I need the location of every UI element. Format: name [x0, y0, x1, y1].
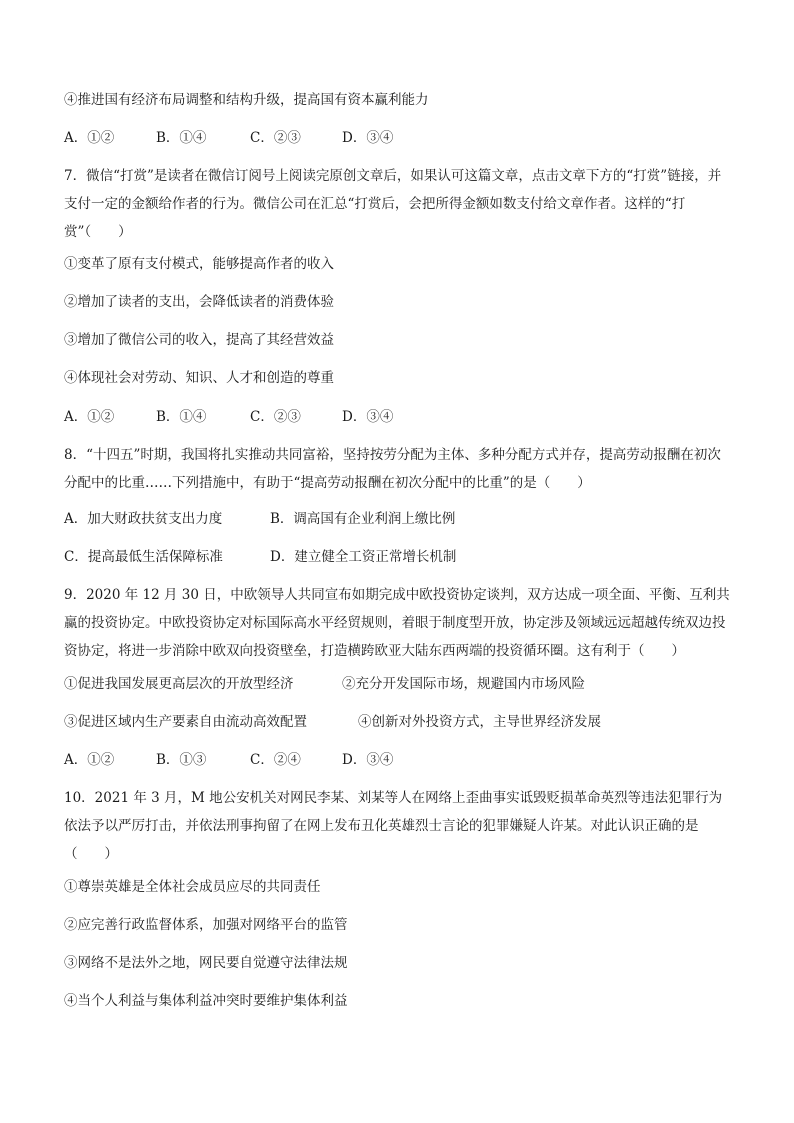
q6-option-4: ④推进国有经济布局调整和结构升级，提高国有资本赢利能力 [64, 92, 429, 108]
q7-option-2: ②增加了读者的支出，会降低读者的消费体验 [64, 294, 334, 310]
q9-option-2: ②充分开发国际市场，规避国内市场风险 [342, 676, 585, 692]
q9-stem: 9．2020 年 12 月 30 日，中欧领导人共同宣布如期完成中欧投资协定谈判，双方达成一项全面、平衡、互利共赢的投资协定。中欧投资协定对标国际高水平经贸规则，着眼于制度型开放，协定涉及领域远远超越传统双边投资协定，将进一步消除中欧双向投资壁垒，打造横跨欧亚大陆东西两端的投资循环圈。这有利于（ ） [64, 587, 730, 659]
q9-choices [64, 750, 393, 770]
q7-option-4: ④体现社会对劳动、知识、人才和创造的尊重 [64, 370, 334, 386]
q7-choice-d[interactable]: D．③④ [342, 409, 394, 425]
q8-choices-row-1 [64, 509, 455, 529]
q10-option-3: ③网络不是法外之地，网民要自觉遵守法律法规 [64, 955, 348, 971]
q10-option-1: ①尊崇英雄是全体社会成员应尽的共同责任 [64, 879, 321, 895]
q6-choice-c[interactable]: C．②③ [250, 130, 301, 146]
q7-choice-b[interactable]: B．①④ [156, 409, 207, 425]
q8-choice-d[interactable]: D．建立健全工资正常增长机制 [270, 549, 457, 565]
q9-choice-b[interactable]: B．①③ [156, 752, 207, 768]
q7-choices [64, 407, 393, 427]
q9-choice-c[interactable]: C．②④ [250, 752, 301, 768]
q9-option-3: ③促进区域内生产要素自由流动高效配置 [64, 714, 307, 730]
q6-choice-b[interactable]: B．①④ [156, 130, 207, 146]
q7-stem: 7．微信“打赏”是读者在微信订阅号上阅读完原创文章后，如果认可这篇文章，点击文章下方的“打赏”链接，并支付一定的金额给作者的行为。微信公司在汇总“打赏后，会把所得金额如数支付给文章作者。这样的“打赏”（ ） [64, 168, 722, 240]
q6-choices [64, 128, 393, 148]
q9-options-row-1 [64, 674, 585, 694]
q8-choice-a[interactable]: A．加大财政扶贫支出力度 [64, 511, 223, 527]
q8-stem: 8．“十四五”时期，我国将扎实推动共同富裕，坚持按劳分配为主体、多种分配方式并存，提高劳动报酬在初次分配中的比重……下列措施中，有助于“提高劳动报酬在初次分配中的比重”的是（ ） [64, 447, 721, 491]
q8-choice-b[interactable]: B．调高国有企业利润上缴比例 [270, 511, 456, 527]
q9-choice-d[interactable]: D．③④ [342, 752, 394, 768]
q9-option-4: ④创新对外投资方式，主导世界经济发展 [358, 714, 601, 730]
q10-option-2: ②应完善行政监督体系，加强对网络平台的监管 [64, 917, 348, 933]
q10-stem: 10．2021 年 3 月，M 地公安机关对网民李某、刘某等人在网络上歪曲事实诋毁贬损革命英烈等违法犯罪行为依法予以严厉打击，并依法刑事拘留了在网上发布丑化英雄烈士言论的犯罪嫌疑人许某。对此认识正确的是（ ） [64, 790, 723, 862]
q10-option-4: ④当个人利益与集体利益冲突时要维护集体利益 [64, 993, 348, 1009]
q7-choice-c[interactable]: C．②③ [250, 409, 301, 425]
q7-option-1: ①变革了原有支付模式，能够提高作者的收入 [64, 256, 334, 272]
q6-choice-a[interactable]: A．①② [64, 130, 115, 146]
q9-choice-a[interactable]: A．①② [64, 752, 115, 768]
q9-option-1: ①促进我国发展更高层次的开放型经济 [64, 676, 294, 692]
q6-choice-d[interactable]: D．③④ [342, 130, 394, 146]
q7-option-3: ③增加了微信公司的收入，提高了其经营效益 [64, 332, 334, 348]
q8-choice-c[interactable]: C．提高最低生活保障标准 [64, 549, 223, 565]
q9-options-row-2 [64, 712, 601, 732]
q7-choice-a[interactable]: A．①② [64, 409, 115, 425]
q8-choices-row-2 [64, 547, 456, 567]
